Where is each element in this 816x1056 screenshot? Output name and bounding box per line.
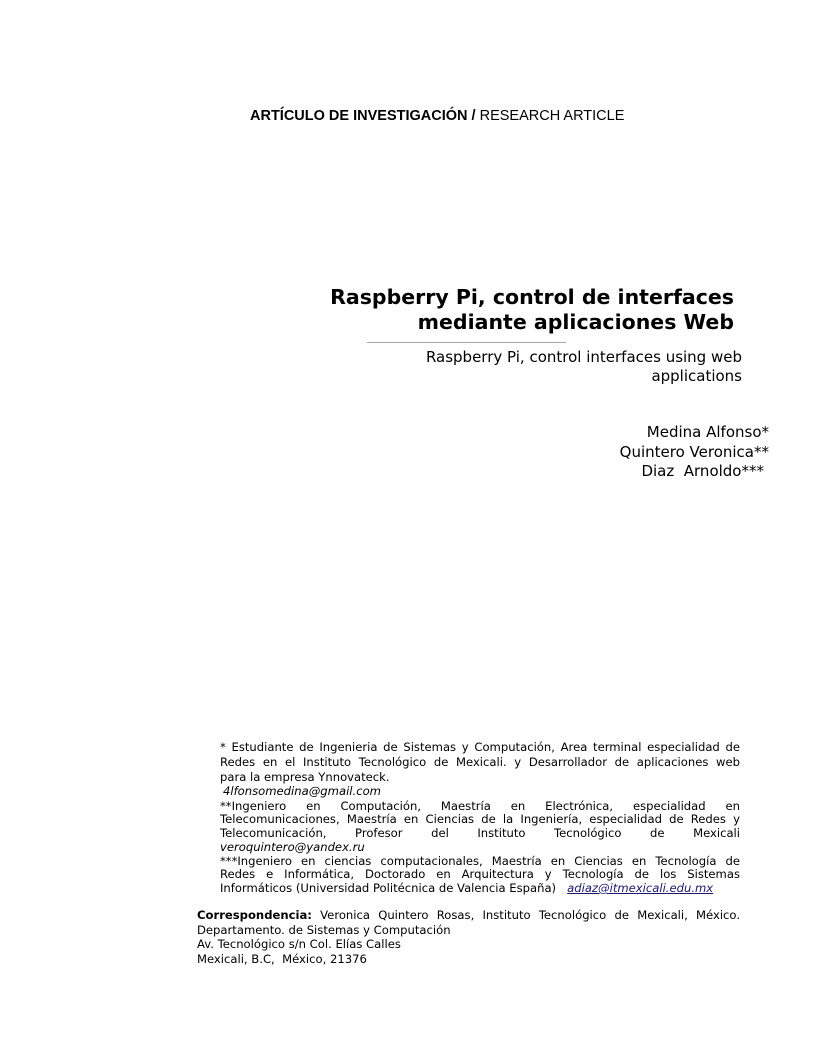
author-name: Quintero Veronica** — [619, 442, 769, 461]
correspondence-line: Departamento. de Sistemas y Computación — [197, 922, 451, 937]
footnote-line: Telecomunicación, Profesor del Instituto Tecnológico de Mexicali — [220, 826, 740, 841]
author-email-link[interactable]: adiaz@itmexicali.edu.mx — [567, 880, 714, 895]
article-type-english: RESEARCH ARTICLE — [479, 108, 625, 124]
paper-title-line-2: mediante aplicaciones Web — [417, 310, 734, 334]
correspondence-line: Mexicali, B.C, México, 21376 — [197, 951, 367, 966]
footnote-line: Telecomunicaciones, Maestría en Ciencias de la Ingeniería, especialidad de Redes y — [220, 812, 740, 827]
correspondence-block — [197, 908, 740, 966]
author-name: Diaz Arnoldo*** — [641, 462, 764, 480]
article-type-spanish: ARTÍCULO DE INVESTIGACIÓN / — [250, 108, 476, 124]
author-name: Medina Alfonso* — [646, 423, 769, 441]
correspondence-line: Av. Tecnológico s/n Col. Elías Calles — [197, 937, 401, 951]
paper-subtitle — [382, 348, 742, 386]
footnote-line-with-email — [220, 882, 740, 896]
author-email: 4lfonsomedina@gmail.com — [223, 784, 381, 798]
correspondence-name: Veronica Quintero Rosas, Instituto Tecnológico de Mexicali, México. — [320, 908, 740, 922]
author-list — [620, 423, 769, 482]
footnote-line: Informáticos (Universidad Politécnica de Valencia España) — [220, 880, 557, 895]
footnote-line: Redes e Informática, Doctorado en Arquitectura y Tecnología de los Sistemas — [220, 867, 740, 882]
correspondence-line — [197, 908, 740, 923]
author-email: veroquintero@yandex.ru — [220, 839, 365, 854]
footnote-line: **Ingeniero en Computación, Maestría en Electrónica, especialidad en — [220, 798, 740, 813]
footnote-line: Redes en el Instituto Tecnológico de Mexicali. y Desarrollador de aplicaciones web — [220, 755, 740, 769]
paper-title-line-1: Raspberry Pi, control de interfaces — [330, 285, 734, 309]
title-divider — [367, 342, 566, 343]
paper-subtitle-line-1: Raspberry Pi, control interfaces using web — [425, 348, 742, 366]
paper-subtitle-line-2: applications — [651, 367, 742, 385]
correspondence-label: Correspondencia: — [197, 908, 312, 922]
author-footnotes — [220, 740, 740, 896]
footnote-line: ***Ingeniero en ciencias computacionales, Maestría en Ciencias en Tecnología de — [220, 853, 740, 868]
footnote-line: para la empresa Ynnovateck. — [220, 770, 390, 784]
footnote-line: * Estudiante de Ingenieria de Sistemas y Computación, Area terminal especialidad de — [220, 740, 740, 754]
article-type-heading — [250, 108, 624, 124]
paper-title — [274, 285, 734, 335]
